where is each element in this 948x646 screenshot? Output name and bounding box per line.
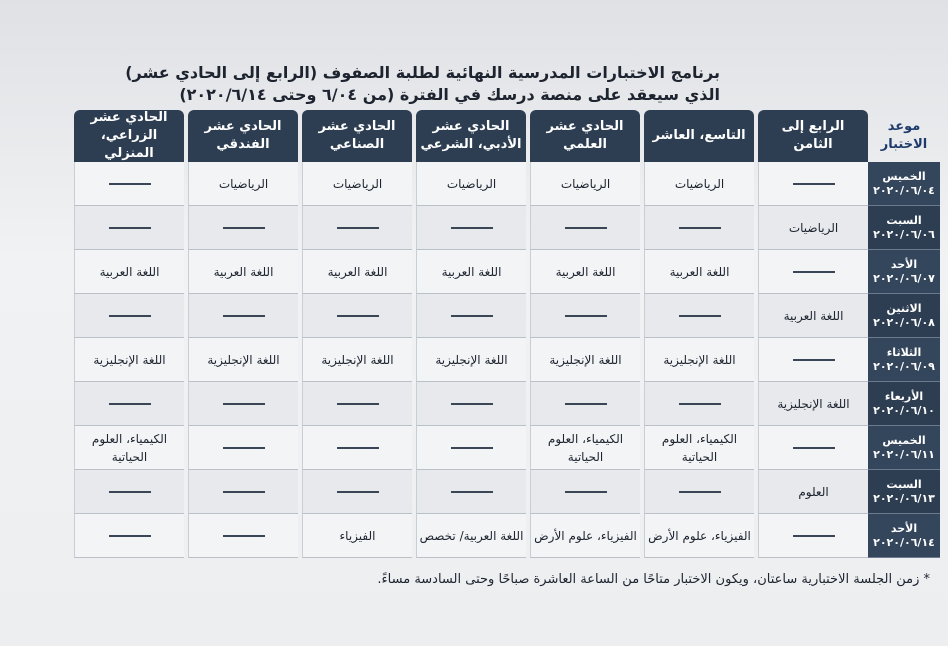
exam-date: ٢٠٢٠/٠٦/١٤: [873, 535, 935, 549]
day-name: الأحد: [890, 257, 918, 271]
schedule-cell: [416, 382, 526, 426]
exam-date: ٢٠٢٠/٠٦/١٣: [873, 491, 935, 505]
empty-dash: [565, 315, 607, 317]
table-row: [24, 382, 940, 426]
schedule-cell: [644, 514, 754, 558]
schedule-cell: [758, 514, 868, 558]
empty-dash: [223, 227, 265, 229]
day-name: الثلاثاء: [886, 345, 922, 359]
table-row: [24, 162, 940, 206]
empty-dash: [679, 403, 721, 405]
subject-label: الرياضيات: [560, 176, 611, 191]
schedule-cell: [758, 294, 868, 338]
schedule-cell: [302, 294, 412, 338]
empty-dash: [565, 491, 607, 493]
day-name: الاثنين: [886, 301, 922, 315]
schedule-cell: [188, 338, 298, 382]
schedule-cell: [74, 294, 184, 338]
schedule-cell: [530, 206, 640, 250]
empty-dash: [565, 403, 607, 405]
schedule-cell: [416, 514, 526, 558]
schedule-cell: [758, 162, 868, 206]
empty-dash: [223, 491, 265, 493]
schedule-cell: [530, 250, 640, 294]
schedule-cell: [644, 338, 754, 382]
schedule-cell: [188, 206, 298, 250]
schedule-cell: [74, 514, 184, 558]
empty-dash: [337, 447, 379, 449]
subject-label: الرياضيات: [674, 176, 725, 191]
schedule-cell: [644, 206, 754, 250]
subject-label: اللغة الإنجليزية: [663, 352, 736, 367]
schedule-cell: [644, 162, 754, 206]
subject-label: العلوم: [798, 484, 829, 499]
empty-dash: [223, 403, 265, 405]
schedule-cell: [302, 162, 412, 206]
schedule-cell: [644, 426, 754, 470]
subject-label: اللغة الإنجليزية: [549, 352, 622, 367]
row-date-cell: [868, 294, 940, 338]
day-name: السبت: [886, 477, 922, 491]
empty-dash: [793, 183, 835, 185]
schedule-cell: [758, 382, 868, 426]
exam-date: ٢٠٢٠/٠٦/١٠: [873, 403, 935, 417]
schedule-cell: [644, 470, 754, 514]
header-col-2: التاسع، العاشر: [644, 110, 754, 162]
table-row: [24, 250, 940, 294]
schedule-cell: [530, 514, 640, 558]
empty-dash: [793, 271, 835, 273]
row-date-cell: [868, 426, 940, 470]
schedule-cell: [74, 162, 184, 206]
schedule-cell: [188, 514, 298, 558]
empty-dash: [793, 535, 835, 537]
empty-dash: [109, 315, 151, 317]
day-name: الخميس: [882, 169, 926, 183]
header-col-7: الحادي عشر الزراعي، المنزلي: [74, 110, 184, 162]
header-col-6: الحادي عشر الفندقي: [188, 110, 298, 162]
title-line-2: الذي سيعقد على منصة درسك في الفترة (من ٦/٠٤ وحتى ٢٠٢٠/٦/١٤): [179, 85, 720, 104]
subject-label: اللغة العربية: [327, 264, 388, 279]
row-date-cell: [868, 470, 940, 514]
schedule-cell: [188, 162, 298, 206]
empty-dash: [109, 491, 151, 493]
subject-label: اللغة العربية: [441, 264, 502, 279]
empty-dash: [109, 227, 151, 229]
subject-label: اللغة الإنجليزية: [777, 396, 850, 411]
subject-label: اللغة العربية: [555, 264, 616, 279]
empty-dash: [793, 447, 835, 449]
schedule-cell: [302, 250, 412, 294]
row-date-cell: [868, 250, 940, 294]
empty-dash: [679, 227, 721, 229]
schedule-cell: [188, 294, 298, 338]
empty-dash: [337, 227, 379, 229]
schedule-cell: [74, 470, 184, 514]
row-date-cell: [868, 338, 940, 382]
schedule-cell: [758, 426, 868, 470]
empty-dash: [337, 315, 379, 317]
subject-label: اللغة الإنجليزية: [93, 352, 166, 367]
schedule-cell: [416, 206, 526, 250]
empty-dash: [109, 183, 151, 185]
empty-dash: [337, 403, 379, 405]
schedule-cell: [302, 338, 412, 382]
schedule-cell: [188, 470, 298, 514]
empty-dash: [451, 227, 493, 229]
schedule-cell: [758, 206, 868, 250]
schedule-cell: [302, 426, 412, 470]
row-date-cell: [868, 382, 940, 426]
schedule-cell: [644, 382, 754, 426]
schedule-cell: [302, 382, 412, 426]
subject-label: اللغة الإنجليزية: [435, 352, 508, 367]
empty-dash: [223, 447, 265, 449]
schedule-cell: [416, 294, 526, 338]
schedule-cell: [74, 382, 184, 426]
title-block: [120, 62, 720, 106]
schedule-cell: [644, 250, 754, 294]
exam-schedule-table: [24, 110, 940, 558]
empty-dash: [223, 535, 265, 537]
schedule-cell: [530, 426, 640, 470]
subject-label: اللغة العربية: [213, 264, 274, 279]
schedule-cell: [188, 250, 298, 294]
subject-label: اللغة الإنجليزية: [207, 352, 280, 367]
empty-dash: [679, 315, 721, 317]
exam-date: ٢٠٢٠/٠٦/٠٧: [873, 271, 935, 285]
day-name: الخميس: [882, 433, 926, 447]
table-header-row: [24, 110, 940, 162]
subject-label: الكيمياء، العلوم الحياتية: [547, 431, 624, 464]
empty-dash: [109, 403, 151, 405]
schedule-cell: [74, 338, 184, 382]
exam-date: ٢٠٢٠/٠٦/٠٦: [873, 227, 935, 241]
empty-dash: [565, 227, 607, 229]
subject-label: الفيزياء، علوم الأرض: [534, 528, 637, 543]
empty-dash: [679, 491, 721, 493]
schedule-cell: [74, 426, 184, 470]
schedule-cell: [530, 162, 640, 206]
schedule-cell: [74, 206, 184, 250]
schedule-cell: [302, 470, 412, 514]
empty-dash: [451, 447, 493, 449]
exam-date: ٢٠٢٠/٠٦/١١: [873, 447, 935, 461]
schedule-cell: [416, 250, 526, 294]
subject-label: الكيمياء، العلوم الحياتية: [661, 431, 738, 464]
subject-label: الرياضيات: [332, 176, 383, 191]
table-row: [24, 470, 940, 514]
subject-label: الرياضيات: [446, 176, 497, 191]
table-row: [24, 426, 940, 470]
schedule-cell: [302, 206, 412, 250]
subject-label: الفيزياء، علوم الأرض: [648, 528, 751, 543]
schedule-cell: [758, 338, 868, 382]
schedule-cell: [530, 338, 640, 382]
subject-label: الرياضيات: [218, 176, 269, 191]
subject-label: الرياضيات: [788, 220, 839, 235]
schedule-cell: [188, 382, 298, 426]
schedule-cell: [74, 250, 184, 294]
schedule-cell: [530, 294, 640, 338]
schedule-cell: [416, 470, 526, 514]
exam-date: ٢٠٢٠/٠٦/٠٤: [873, 183, 935, 197]
header-col-4: الحادي عشر الأدبي، الشرعي: [416, 110, 526, 162]
empty-dash: [223, 315, 265, 317]
subject-label: اللغة العربية: [669, 264, 730, 279]
table-row: [24, 206, 940, 250]
schedule-cell: [644, 294, 754, 338]
row-date-cell: [868, 206, 940, 250]
subject-label: اللغة الإنجليزية: [321, 352, 394, 367]
exam-date: ٢٠٢٠/٠٦/٠٨: [873, 315, 935, 329]
day-name: الأحد: [890, 521, 918, 535]
schedule-cell: [188, 426, 298, 470]
table-row: [24, 514, 940, 558]
empty-dash: [337, 491, 379, 493]
schedule-cell: [416, 426, 526, 470]
day-name: السبت: [886, 213, 922, 227]
empty-dash: [451, 315, 493, 317]
empty-dash: [451, 491, 493, 493]
day-name: الأربعاء: [884, 389, 924, 403]
schedule-cell: [758, 250, 868, 294]
schedule-cell: [758, 470, 868, 514]
table-body: [24, 162, 940, 558]
schedule-cell: [416, 162, 526, 206]
schedule-cell: [302, 514, 412, 558]
row-date-cell: [868, 514, 940, 558]
exam-date: ٢٠٢٠/٠٦/٠٩: [873, 359, 935, 373]
header-col-3: الحادي عشر العلمي: [530, 110, 640, 162]
empty-dash: [793, 359, 835, 361]
schedule-cell: [530, 470, 640, 514]
subject-label: الفيزياء: [339, 528, 376, 543]
header-col-1: الرابع إلى الثامن: [758, 110, 868, 162]
subject-label: اللغة العربية/ تخصص: [419, 528, 524, 543]
subject-label: اللغة العربية: [783, 308, 844, 323]
subject-label: الكيمياء، العلوم الحياتية: [91, 431, 168, 464]
table-row: [24, 294, 940, 338]
subject-label: اللغة العربية: [99, 264, 160, 279]
empty-dash: [451, 403, 493, 405]
table-row: [24, 338, 940, 382]
schedule-cell: [530, 382, 640, 426]
row-date-cell: [868, 162, 940, 206]
title-line-1: برنامج الاختبارات المدرسية النهائية لطلبة الصفوف (الرابع إلى الحادي عشر): [125, 63, 720, 82]
schedule-cell: [416, 338, 526, 382]
header-col-5: الحادي عشر الصناعي: [302, 110, 412, 162]
header-exam-date: موعد الاختبار: [880, 119, 928, 152]
empty-dash: [109, 535, 151, 537]
footnote: * زمن الجلسة الاختبارية ساعتان، ويكون الاختبار متاحًا من الساعة العاشرة صباحًا وحتى السادسة مساءً.: [377, 572, 930, 587]
